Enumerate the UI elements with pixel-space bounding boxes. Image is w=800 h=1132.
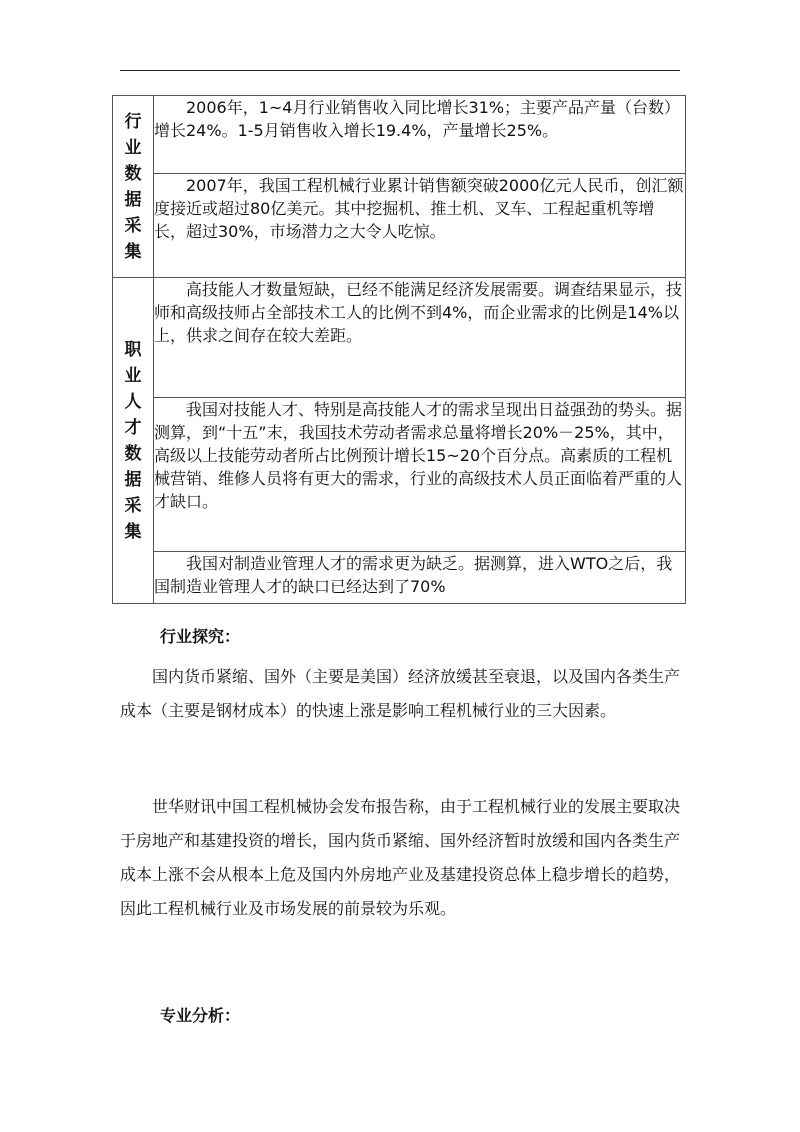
header-rule xyxy=(120,70,680,71)
table-row xyxy=(113,398,686,552)
industry-data-label xyxy=(113,96,154,278)
talent-row-text: 我国对技能人才、特别是高技能人才的需求呈现出日益强劲的势头。据测算，到“十五”末，我国技术劳动者需求总量将增长20%－25%，其中，高级以上技能劳动者所占比例预计增长15~20个百分点。高素质的工程机械营销、维修人员将有更大的需求，行业的高级技术人员正面临着严重的人才缺口。 xyxy=(154,400,683,511)
talent-row-shortage xyxy=(154,278,686,398)
table-row xyxy=(113,552,686,604)
talent-row-management xyxy=(154,552,686,604)
industry-research-paragraph-1: 国内货币紧缩、国外（主要是美国）经济放缓甚至衰退，以及国内各类生产成本（主要是钢材成本）的快速上涨是影响工程机械行业的三大因素。 xyxy=(120,667,681,720)
table-row xyxy=(113,96,686,174)
table-row xyxy=(113,174,686,278)
industry-row-2006 xyxy=(154,96,686,174)
talent-data-label-text: 职业人才数据采集 xyxy=(124,339,142,542)
talent-row-demand xyxy=(154,398,686,552)
data-collection-table xyxy=(112,95,686,604)
industry-row-text: 2007年，我国工程机械行业累计销售额突破2000亿元人民币，创汇额度接近或超过80亿美元。其中挖掘机、推土机、叉车、工程起重机等增长，超过30%，市场潜力之大令人吃惊。 xyxy=(154,176,684,241)
talent-data-label xyxy=(113,278,154,604)
industry-data-label-text: 行业数据采集 xyxy=(124,111,142,262)
industry-row-text: 2006年，1~4月行业销售收入同比增长31%；主要产品产量（台数）增长24%。1-5月销售收入增长19.4%，产量增长25%。 xyxy=(154,98,681,140)
professional-analysis-heading: 专业分析： xyxy=(160,1006,241,1025)
industry-research-heading: 行业探究： xyxy=(160,627,241,646)
talent-row-text: 我国对制造业管理人才的需求更为缺乏。据测算，进入WTO之后，我国制造业管理人才的缺口已经达到了70% xyxy=(154,554,673,596)
industry-research-paragraph-2: 世华财讯中国工程机械协会发布报告称，由于工程机械行业的发展主要取决于房地产和基建投资的增长，国内货币紧缩、国外经济暂时放缓和国内各类生产成本上涨不会从根本上危及国内外房地产业及基建投资总体上稳步增长的趋势，因此工程机械行业及市场发展的前景较为乐观。 xyxy=(120,797,681,918)
table-row xyxy=(113,278,686,398)
talent-row-text: 高技能人才数量短缺，已经不能满足经济发展需要。调查结果显示，技师和高级技师占全部技术工人的比例不到4%，而企业需求的比例是14%以上，供求之间存在较大差距。 xyxy=(154,280,683,345)
industry-row-2007 xyxy=(154,174,686,278)
